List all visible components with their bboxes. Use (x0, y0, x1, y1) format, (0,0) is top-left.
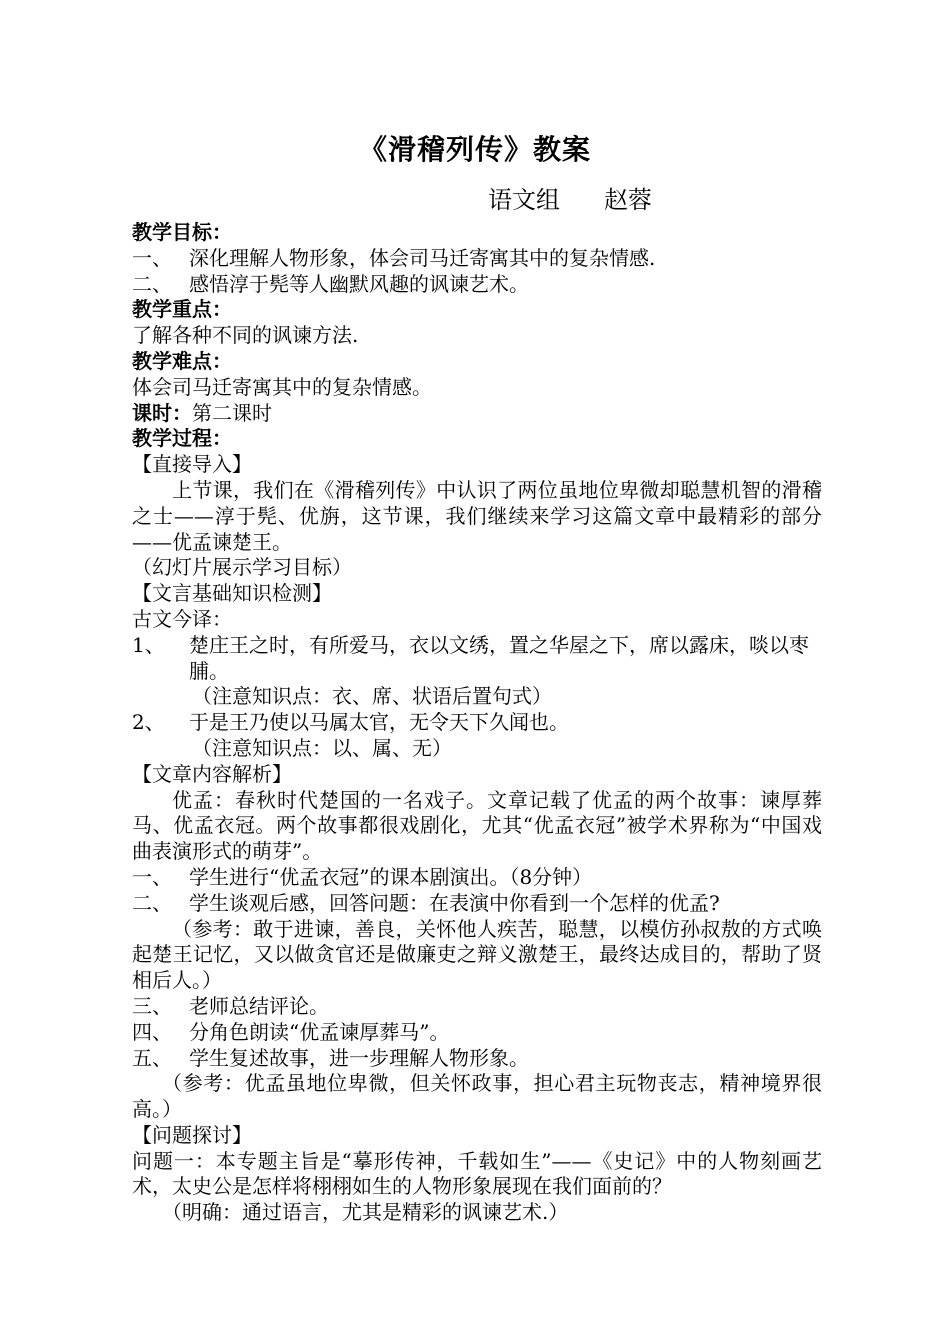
goal-text: 深化理解人物形象，体会司马迁寄寓其中的复杂情感. (189, 245, 656, 270)
translation-number: 1、 (132, 632, 165, 657)
goal-number: 一、 (132, 245, 172, 270)
document-body (132, 220, 822, 1226)
question-one: 问题一：本专题主旨是“摹形传神，千载如生”——《史记》中的人物刻画艺术，太史公是怎样将栩栩如生的人物形象展现在我们面前的？ (132, 1148, 822, 1199)
difficulty-text: 体会司马迁寄寓其中的复杂情感。 (132, 374, 432, 399)
period-label: 课时： (132, 400, 192, 425)
analysis-step (132, 994, 822, 1020)
intro-note: （幻灯片展示学习目标） (132, 555, 352, 580)
analysis-step (132, 891, 822, 917)
goal-item (132, 246, 822, 272)
analysis-step (132, 1020, 822, 1046)
translation-note: （注意知识点：衣、席、状语后置句式） (192, 684, 552, 709)
step-number: 四、 (132, 1019, 172, 1044)
goals-heading: 教学目标： (132, 220, 232, 244)
step-text: 分角色朗读“优孟谏厚葬马”。 (189, 1019, 450, 1044)
translation-number: 2、 (132, 710, 165, 735)
analysis-step (132, 1046, 822, 1072)
key-point-heading: 教学重点： (132, 297, 232, 322)
goal-number: 二、 (132, 271, 172, 296)
answer-one: （明确：通过语言，尤其是精彩的讽谏艺术.） (162, 1200, 569, 1225)
goal-text: 感悟淳于髡等人幽默风趣的讽谏艺术。 (189, 271, 529, 296)
translation-text: 于是王乃使以马属太官，无令天下久闻也。 (189, 710, 569, 735)
translation-item (132, 710, 822, 736)
author-line (488, 182, 652, 218)
discussion-heading: 【问题探讨】 (132, 1122, 252, 1147)
step-number: 五、 (132, 1045, 172, 1070)
translation-note: （注意知识点：以、属、无） (192, 735, 452, 760)
period-value: 第二课时 (192, 400, 272, 425)
step-number: 二、 (132, 890, 172, 915)
step-number: 三、 (132, 993, 172, 1018)
page-title: 《滑稽列传》教案 (358, 133, 591, 166)
key-point-text: 了解各种不同的讽谏方法. (132, 323, 359, 348)
basics-heading: 【文言基础知识检测】 (132, 581, 332, 606)
analysis-heading: 【文章内容解析】 (132, 761, 292, 786)
step-number: 一、 (132, 864, 172, 889)
step-text: 学生复述故事，进一步理解人物形象。 (189, 1045, 529, 1070)
intro-heading: 【直接导入】 (132, 452, 252, 477)
translation-text: 楚庄王之时，有所爱马，衣以文绣，置之华屋之下，席以露床，啖以枣脯。 (189, 632, 809, 683)
analysis-step (132, 865, 822, 891)
process-heading: 教学过程： (132, 426, 232, 451)
reference-answer: （参考：敢于进谏，善良，关怀他人疾苦，聪慧，以模仿孙叔敖的方式唤起楚王记忆，又以做贪官还是做廉吏之辩义激楚王，最终达成目的，帮助了贤相后人。） (132, 916, 822, 993)
period-line (132, 401, 822, 427)
step-text: 学生进行“优孟衣冠”的课本剧演出。（8分钟） (189, 864, 593, 889)
step-text: 老师总结评论。 (189, 993, 329, 1018)
author-name: 赵蓉 (604, 186, 652, 214)
author-group: 语文组 (488, 186, 560, 214)
basics-subheading: 古文今译： (132, 606, 232, 631)
analysis-paragraph: 优孟：春秋时代楚国的一名戏子。文章记载了优孟的两个故事：谏厚葬马、优孟衣冠。两个故事都很戏剧化，尤其“优孟衣冠”被学术界称为“中国戏曲表演形式的萌芽”。 (132, 787, 822, 864)
step-text: 学生谈观后感，回答问题：在表演中你看到一个怎样的优孟? (189, 890, 720, 915)
translation-item (132, 633, 822, 685)
goal-item (132, 272, 822, 298)
intro-paragraph: 上节课，我们在《滑稽列传》中认识了两位虽地位卑微却聪慧机智的滑稽之士——淳于髡、优旃，这节课，我们继续来学习这篇文章中最精彩的部分——优孟谏楚王。 (132, 477, 822, 554)
difficulty-heading: 教学难点： (132, 348, 232, 373)
reference-answer: （参考：优孟虽地位卑微，但关怀政事，担心君主玩物丧志，精神境界很高。） (132, 1071, 822, 1122)
